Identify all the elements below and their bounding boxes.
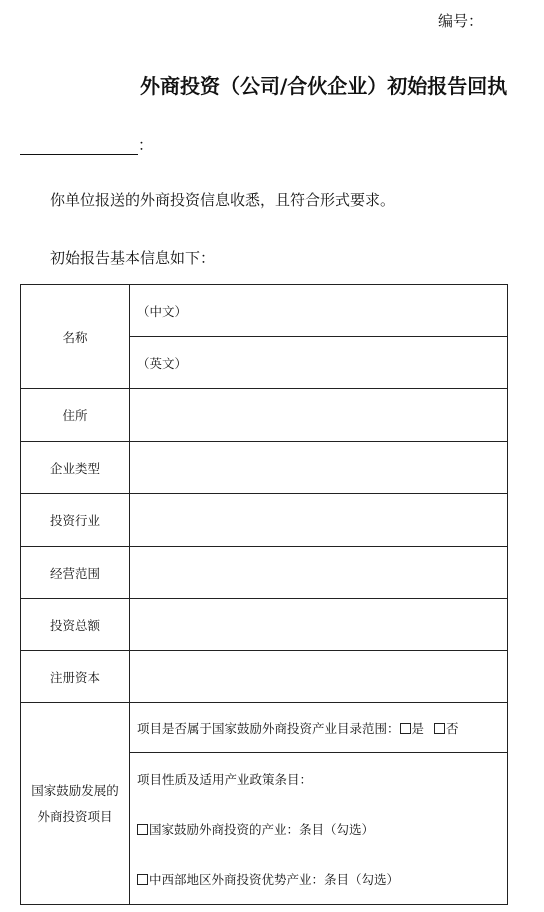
registered-capital-label: 注册资本: [21, 651, 130, 703]
yes-checkbox[interactable]: [400, 723, 411, 734]
name-cn-cell: （中文）: [130, 285, 508, 337]
option-central-western: [137, 870, 507, 888]
enterprise-type-label: 企业类型: [21, 442, 130, 494]
project-nature-cell: [130, 753, 508, 905]
no-checkbox[interactable]: [434, 723, 445, 734]
table-row: [21, 599, 508, 651]
addressee-blank: [20, 140, 138, 155]
addressee-line: [20, 134, 153, 155]
yes-label: 是: [411, 720, 425, 736]
central-western-checkbox[interactable]: [137, 874, 148, 885]
addressee-colon: ：: [138, 136, 154, 154]
encouraged-industry-checkbox[interactable]: [137, 824, 148, 835]
table-row: [21, 547, 508, 599]
total-investment-value: [130, 599, 508, 651]
scope-value: [130, 547, 508, 599]
industry-label: 投资行业: [21, 494, 130, 547]
encouraged-question-cell: [130, 703, 508, 753]
address-value: [130, 389, 508, 442]
total-investment-label: 投资总额: [21, 599, 130, 651]
registered-capital-value: [130, 651, 508, 703]
encouraged-question-text: 项目是否属于国家鼓励外商投资产业目录范围：: [137, 720, 400, 736]
address-label: 住所: [21, 389, 130, 442]
name-en-cell: （英文）: [130, 337, 508, 389]
serial-number-label: 编号：: [438, 12, 484, 30]
encouraged-project-label: [21, 703, 130, 905]
table-row: [21, 389, 508, 442]
enterprise-type-value: [130, 442, 508, 494]
project-nature-text: 项目性质及适用产业政策条目：: [137, 772, 313, 787]
encouraged-label-line1: 国家鼓励发展的: [31, 782, 119, 798]
table-row: [21, 285, 508, 337]
option-central-western-label: 中西部地区外商投资优势产业：条目（勾选）: [149, 872, 400, 887]
encouraged-label-line2: 外商投资项目: [37, 808, 113, 824]
option-encouraged-industry: [137, 820, 507, 838]
table-row: [21, 494, 508, 547]
name-label: 名称: [21, 285, 130, 389]
document-title: 外商投资（公司/合伙企业）初始报告回执: [140, 74, 508, 98]
body-paragraph-2: 初始报告基本信息如下：: [50, 249, 216, 267]
no-label: 否: [446, 720, 459, 736]
basic-info-table: [20, 284, 508, 905]
table-row: [21, 651, 508, 703]
table-row: [21, 442, 508, 494]
scope-label: 经营范围: [21, 547, 130, 599]
industry-value: [130, 494, 508, 547]
option-encouraged-industry-label: 国家鼓励外商投资的产业：条目（勾选）: [149, 822, 375, 837]
table-row: [21, 703, 508, 753]
body-paragraph-1: 你单位报送的外商投资信息收悉，且符合形式要求。: [50, 191, 396, 209]
